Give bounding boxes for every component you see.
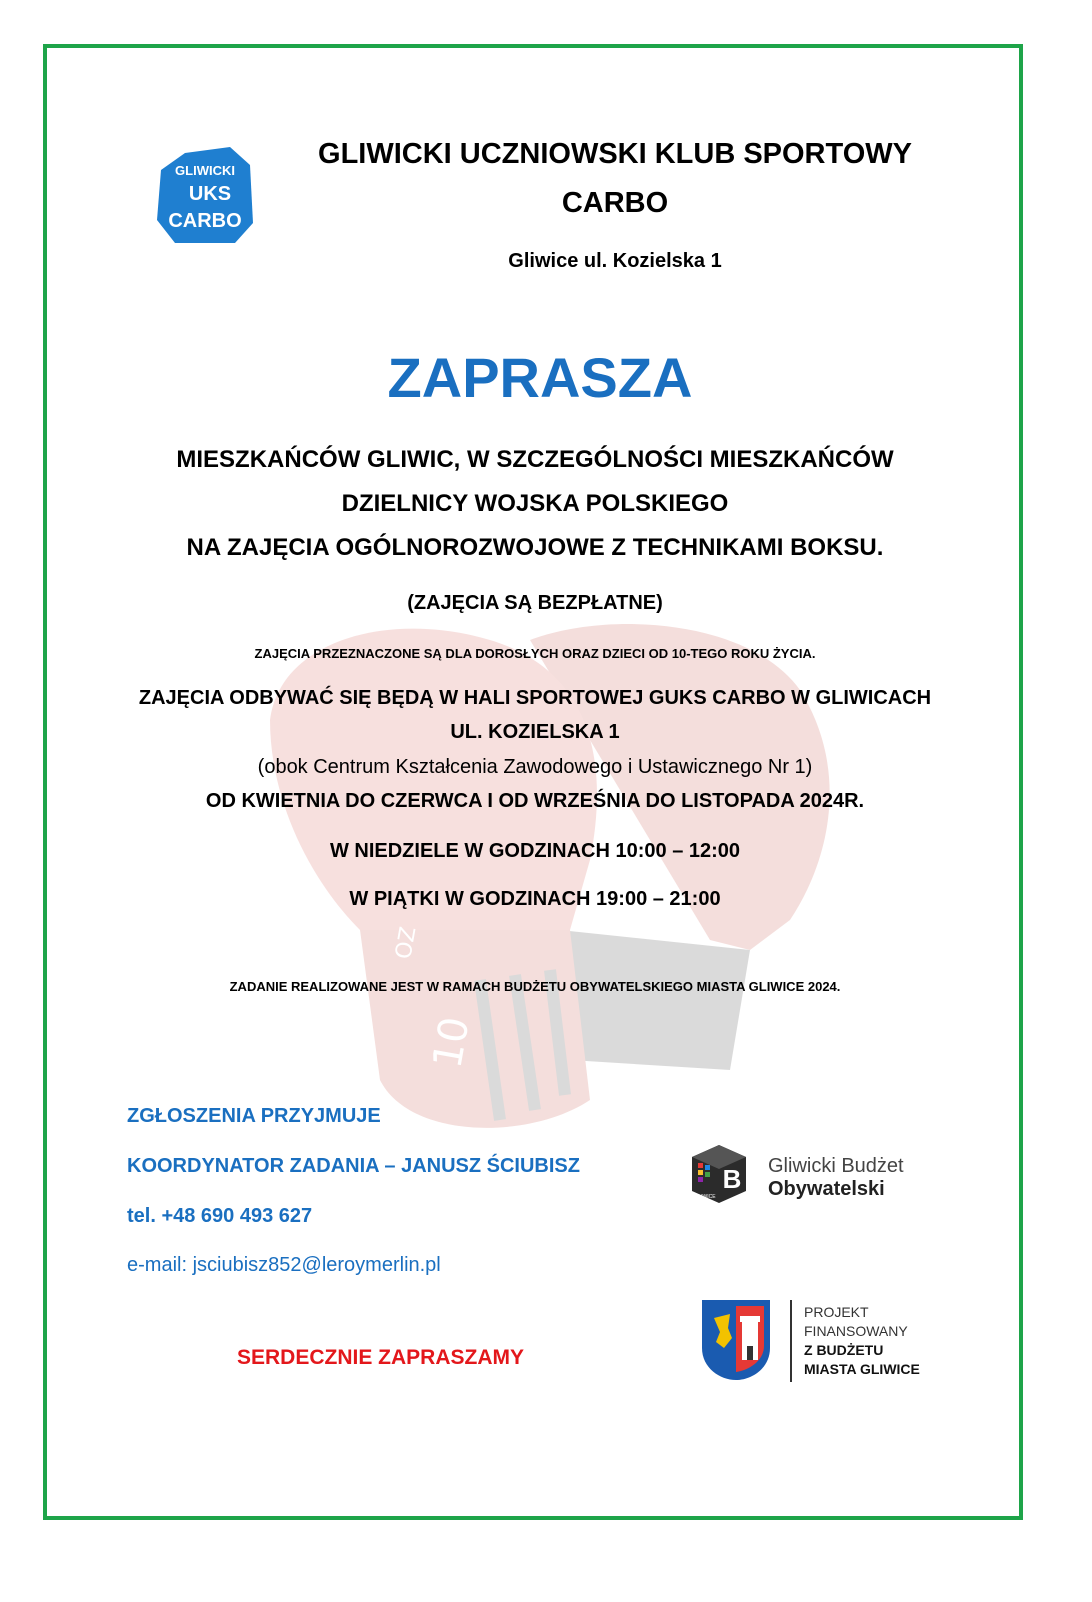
contact-line: ZGŁOSZENIA PRZYJMUJE: [127, 1105, 381, 1127]
gbo-icon-text: GLIWICE: [694, 1194, 716, 1200]
logo-divider: [790, 1300, 792, 1382]
club-address: Gliwice ul. Kozielska 1: [508, 250, 722, 272]
place-line: OD KWIETNIA DO CZERWCA I OD WRZEŚNIA DO LISTOPADA 2024R.: [205, 790, 865, 812]
club-name-line1: GLIWICKI UCZNIOWSKI KLUB SPORTOWY: [318, 138, 912, 170]
project-logo-line3: Z BUDŻETU: [804, 1342, 884, 1358]
place-line: (obok Centrum Kształcenia Zawodowego i Ustawicznego Nr 1): [257, 756, 813, 778]
glove-mark: 10: [424, 1013, 479, 1072]
club-name-line2: CARBO: [561, 187, 669, 219]
schedule-sunday: W NIEDZIELE W GODZINACH 10:00 – 12:00: [329, 840, 741, 862]
project-logo-line2: FINANSOWANY: [804, 1323, 908, 1339]
project-logo-line4: MIASTA GLIWICE: [804, 1361, 920, 1377]
email-link[interactable]: jsciubisz852@leroymerlin.pl: [192, 1254, 441, 1276]
gbo-logo-line1: Gliwicki Budżet: [768, 1155, 904, 1177]
svg-text:B: B: [722, 1164, 742, 1194]
budget-note: ZADANIE REALIZOWANE JEST W RAMACH BUDŻETU OBYWATELSKIEGO MIASTA GLIWICE 2024.: [229, 979, 841, 994]
logo-text-carbo: CARBO: [168, 210, 242, 232]
place-line: ZAJĘCIA ODBYWAĆ SIĘ BĘDĄ W HALI SPORTOWEJ GUKS CARBO W GLIWICACH: [138, 687, 932, 709]
place-line: UL. KOZIELSKA 1: [450, 721, 620, 743]
guks-carbo-logo: [155, 145, 255, 245]
logo-text-gliwicki: GLIWICKI: [175, 163, 235, 178]
free-note: (ZAJĘCIA SĄ BEZPŁATNE): [407, 592, 663, 614]
invite-line: NA ZAJĘCIA OGÓLNOROZWOJOWE Z TECHNIKAMI BOKSU.: [186, 534, 884, 561]
headline: ZAPRASZA: [387, 346, 693, 409]
invite-line: MIESZKAŃCÓW GLIWIC, W SZCZEGÓLNOŚCI MIESZKAŃCÓW: [176, 446, 894, 473]
budget-cube-icon: [690, 1143, 748, 1205]
glove-mark: OZ: [391, 924, 422, 962]
project-logo-line1: PROJEKT: [804, 1304, 869, 1320]
contact-phone[interactable]: tel. +48 690 493 627: [127, 1205, 313, 1227]
gliwice-crest-icon: [700, 1298, 772, 1382]
gbo-logo-line2: Obywatelski: [768, 1178, 885, 1200]
logo-text-uks: UKS: [188, 183, 232, 205]
email-label: e-mail:: [127, 1254, 193, 1276]
contact-coordinator: KOORDYNATOR ZADANIA – JANUSZ ŚCIUBISZ: [127, 1155, 580, 1177]
closing-text: SERDECZNIE ZAPRASZAMY: [237, 1346, 525, 1369]
invite-line: DZIELNICY WOJSKA POLSKIEGO: [341, 490, 729, 517]
audience-note: ZAJĘCIA PRZEZNACZONE SĄ DLA DOROSŁYCH ORAZ DZIECI OD 10-TEGO ROKU ŻYCIA.: [254, 646, 816, 661]
contact-email-row: [127, 1254, 667, 1277]
schedule-friday: W PIĄTKI W GODZINACH 19:00 – 21:00: [349, 888, 721, 910]
